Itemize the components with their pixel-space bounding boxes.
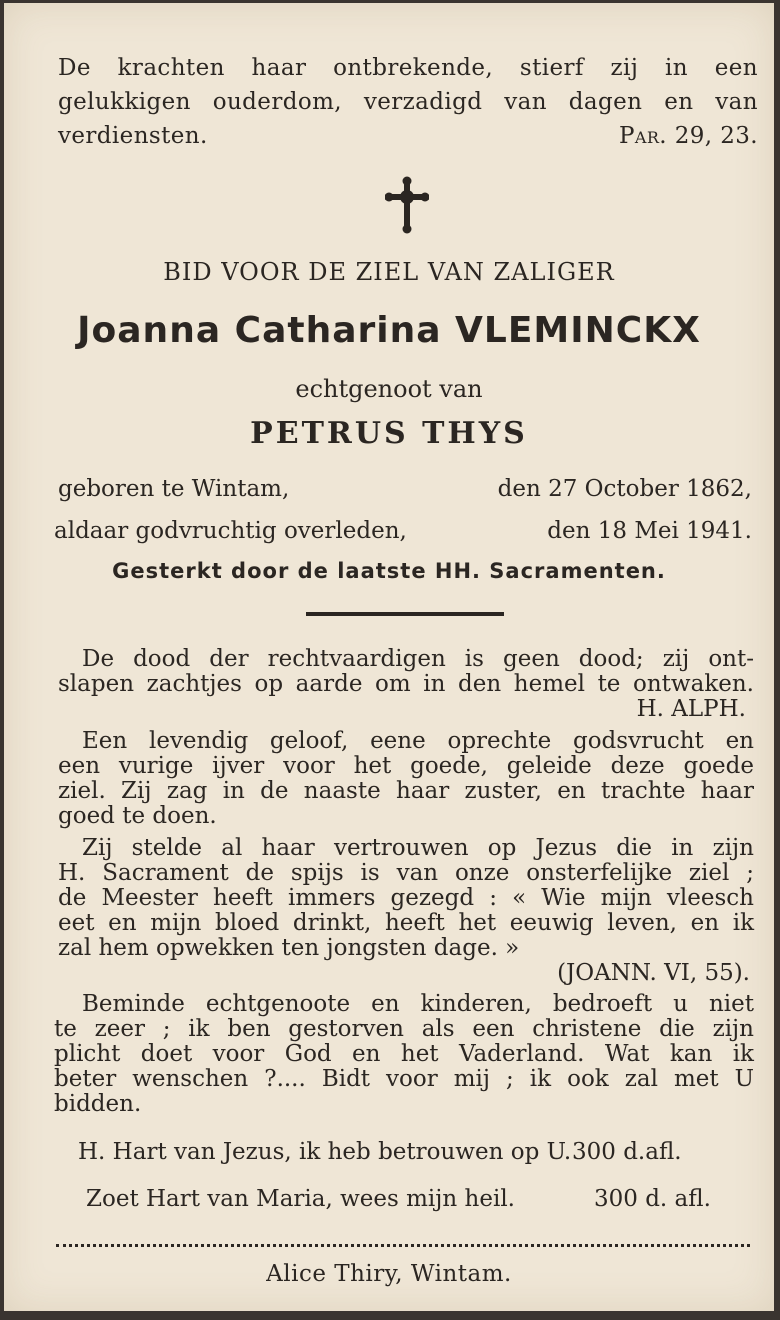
para3-line-3: de Meester heeft immers gezegd : « Wie mijn vleesch	[58, 885, 754, 911]
death-place: aldaar godvruchtig overleden,	[54, 518, 407, 544]
memorial-card	[4, 3, 774, 1311]
spouse-intro: echtgenoot van	[295, 375, 483, 403]
para3-line-5: zal hem opwekken ten jongsten dage. »	[58, 935, 520, 961]
cross-icon	[385, 176, 429, 234]
indulgence-1-value: 300 d.afl.	[572, 1139, 682, 1165]
quote1-source: H. ALPH.	[636, 696, 746, 722]
para4-line-1: Beminde echtgenoote en kinderen, bedroeft u niet	[82, 991, 754, 1017]
spouse-name: PETRUS THYS	[250, 416, 528, 451]
sacraments-line: Gesterkt door de laatste HH. Sacramenten.	[112, 559, 666, 583]
para2-line-2: een vurige ijver voor het goede, geleide deze goede	[58, 753, 754, 779]
indulgence-1-text: H. Hart van Jezus, ik heb betrouwen op U.	[78, 1139, 572, 1165]
para3-line-1: Zij stelde al haar vertrouwen op Jezus die in zijn	[82, 835, 754, 861]
para3-line-4: eet en mijn bloed drinkt, heeft het eeuwig leven, en ik	[58, 910, 754, 936]
para4-line-4: beter wenschen ?.... Bidt voor mij ; ik ook zal met U	[54, 1066, 754, 1092]
para3-source: (JOANN. VI, 55).	[557, 960, 750, 986]
birth-place: geboren te Wintam,	[58, 476, 290, 502]
motto-reference: Par. 29, 23.	[619, 123, 758, 149]
para4-line-5: bidden.	[54, 1091, 142, 1117]
quote1-line-2: slapen zachtjes op aarde om in den hemel te ontwaken.	[58, 671, 754, 697]
dotted-divider	[56, 1244, 750, 1247]
deceased-name: Joanna Catharina VLEMINCKX	[77, 310, 701, 351]
para4-line-2: te zeer ; ik ben gestorven als een christene die zijn	[54, 1016, 754, 1042]
prayer-heading: BID VOOR DE ZIEL VAN ZALIGER	[163, 258, 615, 286]
para2-line-3: ziel. Zij zag in de naaste haar zuster, en trachte haar	[58, 778, 754, 804]
birth-date: den 27 October 1862,	[497, 476, 752, 502]
para4-line-3: plicht doet voor God en het Vaderland. Wat kan ik	[54, 1041, 754, 1067]
printer-credit: Alice Thiry, Wintam.	[266, 1261, 512, 1287]
death-date: den 18 Mei 1941.	[547, 518, 752, 544]
quote1-line-1: De dood der rechtvaardigen is geen dood; zij ont-	[82, 646, 754, 672]
divider-rule	[306, 612, 504, 616]
para2-line-1: Een levendig geloof, eene oprechte godsvrucht en	[82, 728, 754, 754]
para2-line-4: goed te doen.	[58, 803, 217, 829]
motto-line-3: verdiensten.	[58, 123, 208, 149]
indulgence-2-value: 300 d. afl.	[594, 1186, 711, 1212]
para3-line-2: H. Sacrament de spijs is van onze onsterfelijke ziel ;	[58, 860, 754, 886]
indulgence-2-text: Zoet Hart van Maria, wees mijn heil.	[86, 1186, 515, 1212]
motto-line-2: gelukkigen ouderdom, verzadigd van dagen en van	[58, 89, 758, 115]
motto-line-1: De krachten haar ontbrekende, stierf zij in een	[58, 55, 758, 81]
